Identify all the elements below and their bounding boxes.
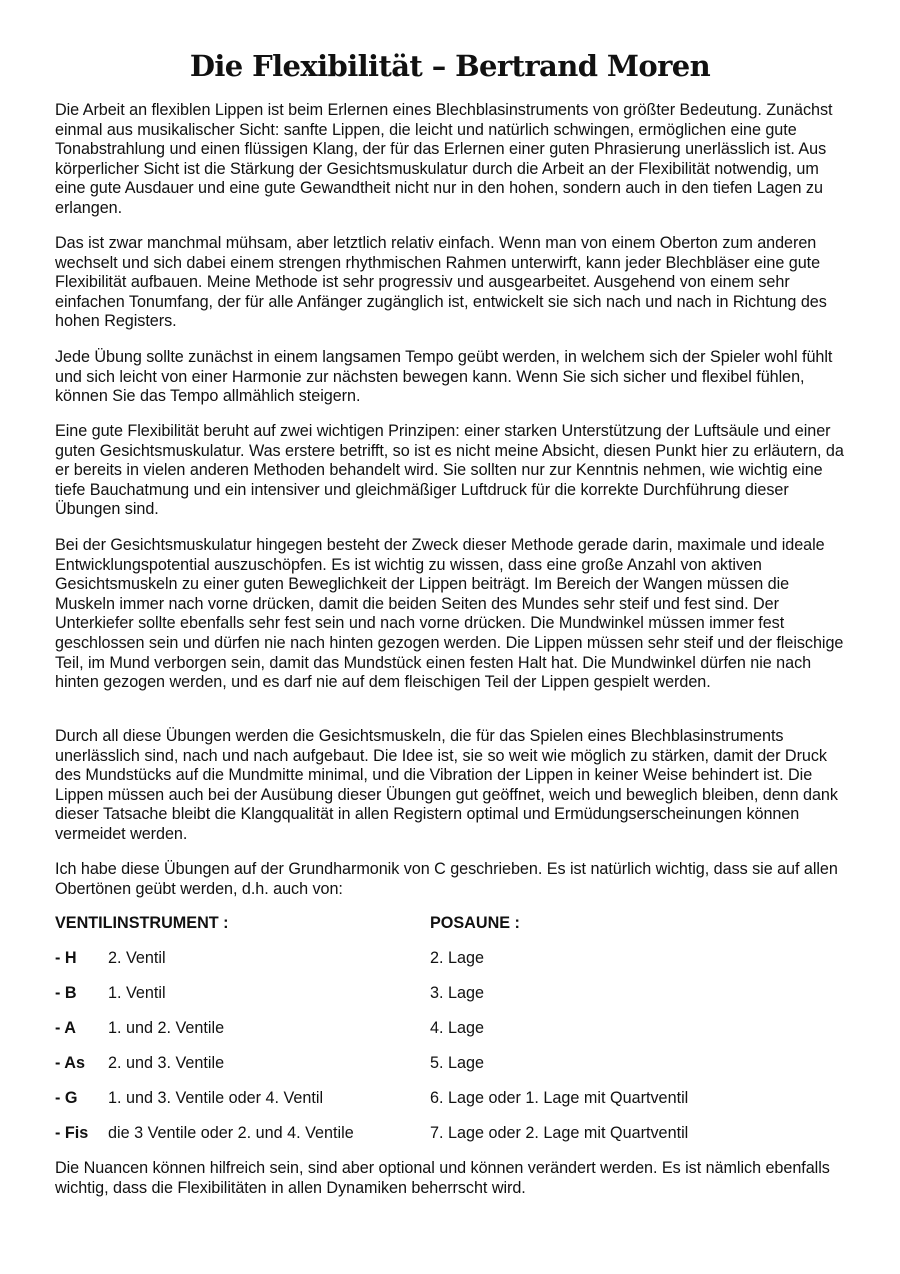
- table-row: [0, 1019, 900, 1039]
- column-heading-trombone: POSAUNE :: [430, 914, 520, 932]
- valve-fingering: 2. und 3. Ventile: [108, 1054, 225, 1072]
- note-name: - A: [55, 1019, 76, 1037]
- note-name: - G: [55, 1089, 78, 1107]
- note-name: - H: [55, 949, 77, 967]
- table-row: [0, 984, 900, 1004]
- slide-position: 7. Lage oder 2. Lage mit Quartventil: [430, 1124, 689, 1142]
- slide-position: 3. Lage: [430, 984, 485, 1002]
- table-row: [0, 949, 900, 969]
- valve-fingering: 1. und 3. Ventile oder 4. Ventil: [108, 1089, 324, 1107]
- valve-fingering: 2. Ventil: [108, 949, 166, 967]
- paragraph-4: Eine gute Flexibilität beruht auf zwei wichtigen Prinzipen: einer starken Unterstützung der Luftsäule und einer guten Gesichtsmuskulatur. Was erstere betrifft, so ist es nicht meine Absicht, diesen Punkt hier zu erläutern, da er bereits in vielen anderen Methoden behandelt wird. Sie sollten nur zur Kenntnis nehmen, wie wichtig eine tiefe Bauchatmung und ein intensiver und gleichmäßiger Luftdruck für die korrekte Durchführung dieser Übungen sind.: [55, 422, 844, 519]
- column-heading-valve-instrument: VENTILINSTRUMENT :: [55, 914, 229, 932]
- paragraph-3: Jede Übung sollte zunächst in einem langsamen Tempo geübt werden, in welchem sich der Spieler wohl fühlt und sich leicht von einer Harmonie zur nächsten bewegen kann. Wenn Sie sich sicher und flexibel fühlen, können Sie das Tempo allmählich steigern.: [55, 348, 833, 406]
- closing-paragraph: Die Nuancen können hilfreich sein, sind aber optional und können verändert werden. Es ist nämlich ebenfalls wichtig, dass die Flexibilitäten in allen Dynamiken beherrscht wird.: [55, 1159, 830, 1197]
- note-name: - As: [55, 1054, 85, 1072]
- paragraph-1: Die Arbeit an flexiblen Lippen ist beim Erlernen eines Blechblasinstruments von größter Bedeutung. Zunächst einmal aus musikalischer Sicht: sanfte Lippen, die leicht und natürlich schwingen, ermöglichen eine gute Tonabstrahlung und einen flüssigen Klang, der für das Erlernen einer guten Phrasierung unerlässlich ist. Aus körperlicher Sicht ist die Stärkung der Gesichtsmuskulatur durch die Arbeit an der Flexibilität notwendig, um eine gute Ausdauer und eine gute Gewandtheit nicht nur in den hohen, sondern auch in den tiefen Lagen zu erlangen.: [55, 101, 833, 217]
- paragraph-5: Bei der Gesichtsmuskulatur hingegen besteht der Zweck dieser Methode gerade darin, maximale und ideale Entwicklungspotential auszuschöpfen. Es ist wichtig zu wissen, dass eine große Anzahl von aktiven Gesichtsmuskeln zu einer guten Beweglichkeit der Lippen beiträgt. Im Bereich der Wangen müssen die Muskeln immer nach vorne drücken, damit die beiden Seiten des Mundes sehr steif und fest sind. Der Unterkiefer sollte ebenfalls sehr fest sein und nach vorne drücken. Die Mundwinkel müssen immer fest geschlossen sein und dürfen nie nach hinten gezogen werden. Die Lippen müssen sehr steif und der fleischige Teil, im Mund verborgen sein, damit das Mundstück einen festen Halt hat. Die Mundwinkel dürfen nie nach hinten gezogen werden, und es darf nie auf dem fleischigen Teil der Lippen gespielt werden.: [55, 536, 844, 692]
- table-row: [0, 1054, 900, 1074]
- paragraph-7: Ich habe diese Übungen auf der Grundharmonik von C geschrieben. Es ist natürlich wichtig, dass sie auf allen Obertönen geübt werden, d.h. auch von:: [55, 860, 838, 898]
- paragraph-6: Durch all diese Übungen werden die Gesichtsmuskeln, die für das Spielen eines Blechblasinstruments unerlässlich sind, nach und nach aufgebaut. Die Idee ist, sie so weit wie möglich zu stärken, damit der Druck des Mundstücks auf die Mundmitte minimal, und die Vibration der Lippen in keiner Weise behindert ist. Die Lippen müssen auch bei der Ausübung dieser Übungen gut geöffnet, weich und beweglich bleiben, denn dank dieser Tatsache bleibt die Klangqualität in allen Registern optimal und Ermüdungserscheinungen können vermeidet werden.: [55, 727, 838, 843]
- slide-position: 4. Lage: [430, 1019, 485, 1037]
- paragraph-2: Das ist zwar manchmal mühsam, aber letztlich relativ einfach. Wenn man von einem Oberton zum anderen wechselt und sich dabei einem strengen rhythmischen Rahmen unterwirft, kann jeder Blechbläser eine gute Flexibilität aufbauen. Meine Methode ist sehr progressiv und ausgearbeitet. Ausgehend von einem sehr einfachen Tonumfang, der für alle Anfänger zugänglich ist, entwickelt sie sich nach und nach in Richtung des hohen Registers.: [55, 234, 827, 331]
- note-name: - Fis: [55, 1124, 89, 1142]
- slide-position: 2. Lage: [430, 949, 485, 967]
- table-row: [0, 1089, 900, 1109]
- valve-fingering: 1. und 2. Ventile: [108, 1019, 225, 1037]
- valve-fingering: 1. Ventil: [108, 984, 166, 1002]
- slide-position: 5. Lage: [430, 1054, 485, 1072]
- note-name: - B: [55, 984, 77, 1002]
- slide-position: 6. Lage oder 1. Lage mit Quartventil: [430, 1089, 689, 1107]
- valve-fingering: die 3 Ventile oder 2. und 4. Ventile: [108, 1124, 354, 1142]
- table-row: [0, 1124, 900, 1144]
- document-title: Die Flexibilität – Bertrand Moren: [189, 49, 711, 83]
